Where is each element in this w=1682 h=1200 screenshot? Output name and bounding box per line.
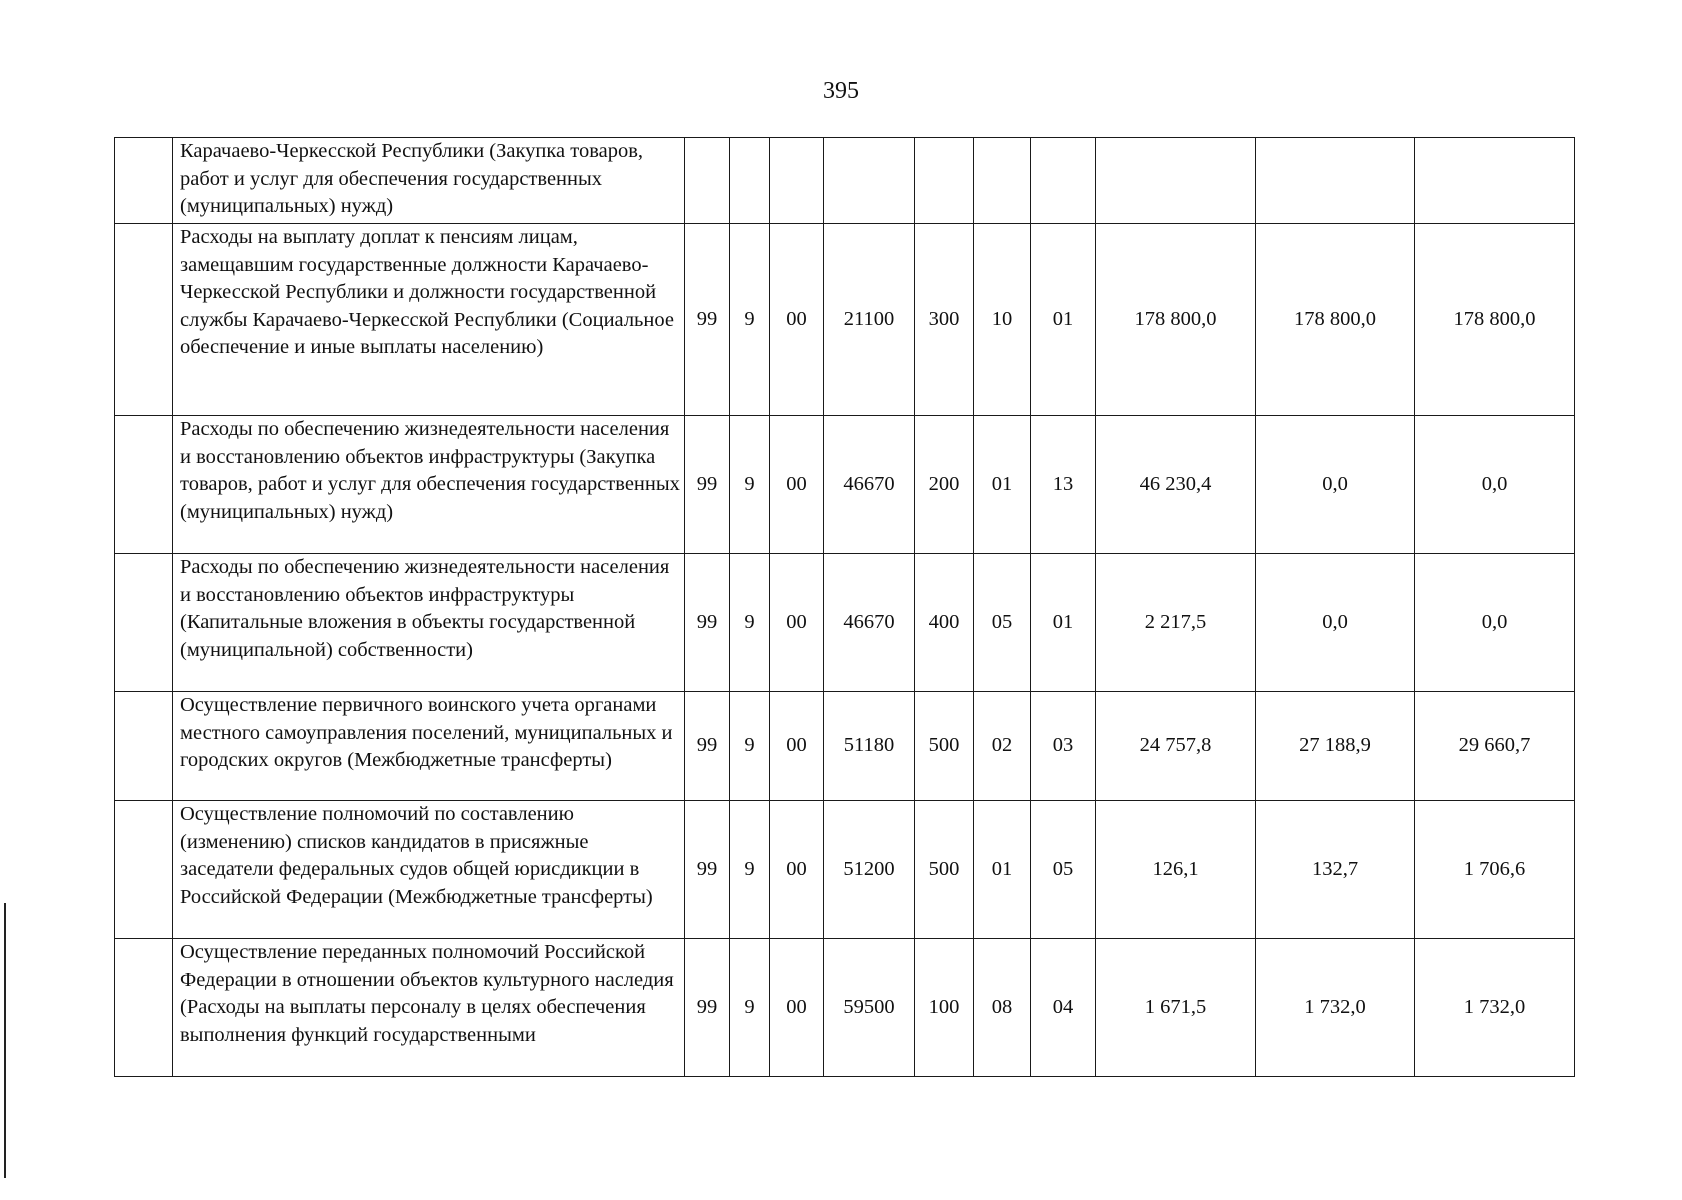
amount-year1-cell: 126,1 xyxy=(1096,801,1256,939)
row-index-cell xyxy=(115,224,173,416)
subprogram-code-cell: 9 xyxy=(730,554,770,692)
table-row xyxy=(115,554,1575,692)
row-index-cell xyxy=(115,554,173,692)
row-index-cell xyxy=(115,692,173,801)
amount-year3-cell: 0,0 xyxy=(1415,416,1575,554)
table-row xyxy=(115,692,1575,801)
amount-year3-cell: 0,0 xyxy=(1415,554,1575,692)
direction-code-cell: 00 xyxy=(770,416,824,554)
table-body xyxy=(115,138,1575,1077)
expense-type-code-cell: 300 xyxy=(915,224,974,416)
page-number: 395 xyxy=(823,78,859,104)
description-cell: Расходы по обеспечению жизнедеятельности населения и восстановлению объектов инфраструктуры (Закупка товаров, работ и услуг для обеспечения государственных (муниципальных) нужд) xyxy=(173,416,685,554)
margin-mark xyxy=(4,903,6,1178)
program-code-cell: 99 xyxy=(685,224,730,416)
expense-type-code-cell xyxy=(915,138,974,224)
program-code-cell: 99 xyxy=(685,801,730,939)
amount-year3-cell: 29 660,7 xyxy=(1415,692,1575,801)
amount-year2-cell: 178 800,0 xyxy=(1256,224,1415,416)
subsection-code-cell: 01 xyxy=(1031,224,1096,416)
amount-year1-cell: 1 671,5 xyxy=(1096,939,1256,1077)
subprogram-code-cell: 9 xyxy=(730,224,770,416)
direction-code-cell: 00 xyxy=(770,692,824,801)
amount-year2-cell: 0,0 xyxy=(1256,554,1415,692)
description-cell: Осуществление полномочий по составлению (изменению) списков кандидатов в присяжные заседатели федеральных судов общей юрисдикции в Российской Федерации (Межбюджетные трансферты) xyxy=(173,801,685,939)
description-cell: Расходы по обеспечению жизнедеятельности населения и восстановлению объектов инфраструктуры (Капитальные вложения в объекты государственной (муниципальной) собственности) xyxy=(173,554,685,692)
section-code-cell: 08 xyxy=(974,939,1031,1077)
direction-code-cell xyxy=(770,138,824,224)
expense-type-code-cell: 500 xyxy=(915,692,974,801)
section-code-cell: 10 xyxy=(974,224,1031,416)
budget-table xyxy=(114,137,1575,1077)
program-code-cell: 99 xyxy=(685,416,730,554)
subprogram-code-cell: 9 xyxy=(730,692,770,801)
amount-year2-cell xyxy=(1256,138,1415,224)
direction-code-cell: 00 xyxy=(770,801,824,939)
program-code-cell: 99 xyxy=(685,939,730,1077)
subsection-code-cell: 04 xyxy=(1031,939,1096,1077)
expense-type-code-cell: 500 xyxy=(915,801,974,939)
amount-year1-cell: 178 800,0 xyxy=(1096,224,1256,416)
subsection-code-cell: 13 xyxy=(1031,416,1096,554)
section-code-cell: 02 xyxy=(974,692,1031,801)
expense-type-code-cell: 100 xyxy=(915,939,974,1077)
expense-code-cell: 46670 xyxy=(824,554,915,692)
amount-year3-cell: 1 732,0 xyxy=(1415,939,1575,1077)
expense-code-cell: 59500 xyxy=(824,939,915,1077)
section-code-cell: 01 xyxy=(974,416,1031,554)
amount-year3-cell: 178 800,0 xyxy=(1415,224,1575,416)
amount-year2-cell: 27 188,9 xyxy=(1256,692,1415,801)
row-index-cell xyxy=(115,939,173,1077)
section-code-cell: 05 xyxy=(974,554,1031,692)
expense-code-cell: 21100 xyxy=(824,224,915,416)
row-index-cell xyxy=(115,138,173,224)
amount-year2-cell: 0,0 xyxy=(1256,416,1415,554)
program-code-cell: 99 xyxy=(685,692,730,801)
amount-year1-cell: 24 757,8 xyxy=(1096,692,1256,801)
table-row xyxy=(115,138,1575,224)
description-cell: Осуществление переданных полномочий Российской Федерации в отношении объектов культурного наследия (Расходы на выплаты персоналу в целях обеспечения выполнения функций государственными xyxy=(173,939,685,1077)
amount-year3-cell xyxy=(1415,138,1575,224)
expense-type-code-cell: 200 xyxy=(915,416,974,554)
subsection-code-cell: 01 xyxy=(1031,554,1096,692)
section-code-cell xyxy=(974,138,1031,224)
expense-code-cell xyxy=(824,138,915,224)
table-row xyxy=(115,801,1575,939)
direction-code-cell: 00 xyxy=(770,939,824,1077)
description-cell: Расходы на выплату доплат к пенсиям лицам, замещавшим государственные должности Карачаево-Черкесской Республики и должности государственной службы Карачаево-Черкесской Республики (Социальное обеспечение и иные выплаты населению) xyxy=(173,224,685,416)
table-row xyxy=(115,939,1575,1077)
table-row xyxy=(115,224,1575,416)
amount-year3-cell: 1 706,6 xyxy=(1415,801,1575,939)
table-row xyxy=(115,416,1575,554)
row-index-cell xyxy=(115,801,173,939)
subsection-code-cell: 03 xyxy=(1031,692,1096,801)
expense-code-cell: 46670 xyxy=(824,416,915,554)
subprogram-code-cell: 9 xyxy=(730,801,770,939)
amount-year1-cell xyxy=(1096,138,1256,224)
subsection-code-cell: 05 xyxy=(1031,801,1096,939)
amount-year1-cell: 46 230,4 xyxy=(1096,416,1256,554)
direction-code-cell: 00 xyxy=(770,554,824,692)
program-code-cell: 99 xyxy=(685,554,730,692)
row-index-cell xyxy=(115,416,173,554)
subsection-code-cell xyxy=(1031,138,1096,224)
direction-code-cell: 00 xyxy=(770,224,824,416)
section-code-cell: 01 xyxy=(974,801,1031,939)
expense-type-code-cell: 400 xyxy=(915,554,974,692)
program-code-cell xyxy=(685,138,730,224)
description-cell: Карачаево-Черкесской Республики (Закупка товаров, работ и услуг для обеспечения государственных (муниципальных) нужд) xyxy=(173,138,685,224)
description-cell: Осуществление первичного воинского учета органами местного самоуправления поселений, муниципальных и городских округов (Межбюджетные трансферты) xyxy=(173,692,685,801)
expense-code-cell: 51180 xyxy=(824,692,915,801)
amount-year2-cell: 132,7 xyxy=(1256,801,1415,939)
amount-year1-cell: 2 217,5 xyxy=(1096,554,1256,692)
subprogram-code-cell xyxy=(730,138,770,224)
expense-code-cell: 51200 xyxy=(824,801,915,939)
subprogram-code-cell: 9 xyxy=(730,416,770,554)
amount-year2-cell: 1 732,0 xyxy=(1256,939,1415,1077)
subprogram-code-cell: 9 xyxy=(730,939,770,1077)
